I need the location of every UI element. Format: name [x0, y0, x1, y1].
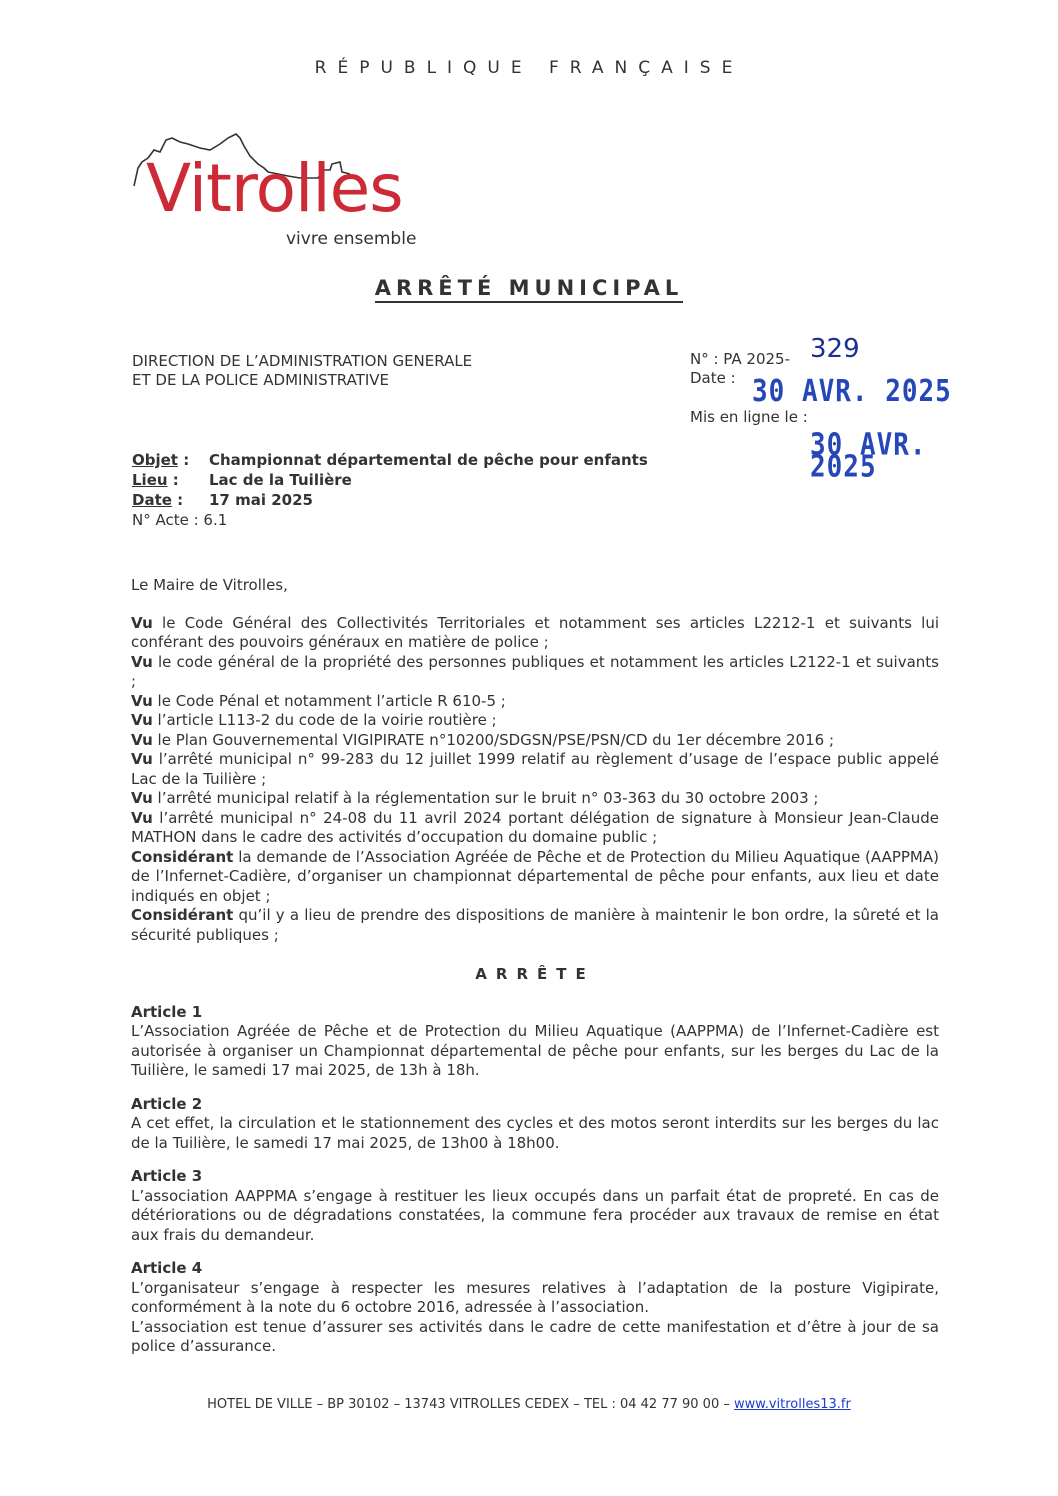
- consideration-item: [131, 653, 939, 692]
- article-paragraph: L’association AAPPMA s’engage à restituer les lieux occupés dans un parfait état de propreté. En cas de détériorations ou de dégradations constatées, la commune fera procéder aux travaux de remise en état aux frais du demandeur.: [131, 1186, 939, 1244]
- website-link[interactable]: www.vitrolles13.fr: [734, 1397, 851, 1412]
- consideration-item: [131, 789, 939, 809]
- acte-number: N° Acte : 6.1: [132, 511, 228, 529]
- consideration-lead: Vu: [131, 613, 153, 632]
- republique-francaise-heading: RÉPUBLIQUE FRANÇAISE: [314, 58, 744, 78]
- logo-tagline: vivre ensemble: [286, 229, 417, 249]
- objet-row: Objet : Championnat départemental de pêche pour enfants: [132, 451, 648, 469]
- arrete-heading: ARRÊTE: [475, 965, 595, 983]
- article-heading: Article 4: [131, 1259, 203, 1277]
- article-paragraph: L’Association Agréée de Pêche et de Protection du Milieu Aquatique (AAPPMA) de l’Infernet-Cadière est autorisée à organiser un Championnat départemental de pêche pour enfants, sur les berges du Lac de la Tuilière, le samedi 17 mai 2025, de 13h à 18h.: [131, 1022, 939, 1079]
- consideration-lead: Vu: [131, 691, 153, 710]
- consideration-text: l’article L113-2 du code de la voirie routière ;: [152, 711, 497, 729]
- consideration-text: le Code Pénal et notamment l’article R 610-5 ;: [152, 691, 506, 710]
- article-heading: Article 2: [131, 1094, 203, 1113]
- online-date-stamp: 30 AVR. 2025: [810, 428, 927, 485]
- issuing-direction: [132, 352, 472, 390]
- online-label: Mis en ligne le :: [690, 408, 808, 426]
- lieu-label: Lieu: [132, 471, 168, 489]
- consideration-lead: Considérant: [131, 847, 234, 866]
- document-body: [131, 576, 939, 1357]
- handwritten-number: 329: [810, 334, 860, 364]
- consideration-lead: Vu: [131, 808, 153, 827]
- articles-list: [131, 1003, 939, 1357]
- consideration-text: le code général de la propriété des personnes publiques et notamment les articles L2122-1 et suivants ;: [131, 652, 939, 690]
- footer-address: HOTEL DE VILLE – BP 30102 – 13743 VITROLLES CEDEX – TEL : 04 42 77 90 00 –: [207, 1397, 734, 1412]
- consideration-text: la demande de l’Association Agréée de Pêche et de Protection du Milieu Aquatique (AAPPMA) de l’Infernet-Cadière, d’organiser un championnat départemental de pêche pour enfants, aux lieu et date indiqués en objet ;: [131, 847, 939, 905]
- footer: [0, 1397, 1058, 1412]
- date-row-label: Date: [132, 491, 172, 509]
- consideration-text: l’arrêté municipal n° 99-283 du 12 juillet 1999 relatif au règlement d’usage de l’espace public appelé Lac de la Tuilière ;: [131, 750, 939, 788]
- logo-wordmark: Vitrolles: [146, 150, 403, 227]
- object-block: [132, 450, 648, 530]
- considerations-list: [131, 614, 939, 946]
- consideration-item: [131, 711, 939, 731]
- consideration-item: [131, 848, 939, 907]
- article-paragraph: L’association est tenue d’assurer ses activités dans le cadre de cette manifestation et d’être à jour de sa police d’assurance.: [131, 1317, 939, 1355]
- consideration-item: [131, 750, 939, 789]
- objet-value: Championnat départemental de pêche pour enfants: [209, 451, 648, 469]
- consideration-lead: Vu: [131, 730, 153, 749]
- direction-line-2: ET DE LA POLICE ADMINISTRATIVE: [132, 371, 390, 389]
- document-title: [0, 276, 1058, 300]
- reference-number: N° : PA 2025-: [690, 350, 791, 368]
- date-row: Date : 17 mai 2025: [132, 491, 313, 509]
- article-paragraph: L’organisateur s’engage à respecter les mesures relatives à l’adaptation de la posture Vigipirate, conformément à la note du 6 octobre 2016, adressée à l’association.: [131, 1278, 939, 1316]
- consideration-text: l’arrêté municipal relatif à la réglementation sur le bruit n° 03-363 du 30 octobre 2003 ;: [152, 789, 819, 807]
- consideration-text: le Code Général des Collectivités Territoriales et notamment ses articles L2212-1 et suivants lui conférant des pouvoirs généraux en matière de police ;: [131, 613, 939, 651]
- consideration-text: l’arrêté municipal n° 24-08 du 11 avril 2024 portant délégation de signature à Monsieur Jean-Claude MATHON dans le cadre des activités d’occupation du domaine public ;: [131, 808, 939, 846]
- article-heading: Article 3: [131, 1167, 203, 1185]
- lieu-value: Lac de la Tuilière: [209, 471, 352, 489]
- consideration-text: qu’il y a lieu de prendre des dispositions de manière à maintenir le bon ordre, la sûreté et la sécurité publiques ;: [131, 906, 939, 944]
- objet-label: Objet: [132, 451, 178, 469]
- date-label: Date :: [690, 369, 736, 387]
- consideration-lead: Vu: [131, 789, 153, 807]
- consideration-lead: Vu: [131, 711, 153, 729]
- article-paragraph: A cet effet, la circulation et le stationnement des cycles et des motos seront interdits sur les berges du lac de la Tuilière, le samedi 17 mai 2025, de 13h00 à 18h00.: [131, 1114, 939, 1152]
- consideration-lead: Considérant: [131, 906, 234, 924]
- greeting: Le Maire de Vitrolles,: [131, 576, 288, 594]
- consideration-lead: Vu: [131, 652, 153, 671]
- reference-block: [690, 334, 990, 485]
- vitrolles-logo: [128, 128, 458, 256]
- consideration-item: [131, 731, 939, 751]
- direction-line-1: DIRECTION DE L’ADMINISTRATION GENERALE: [132, 352, 473, 370]
- consideration-lead: Vu: [131, 750, 153, 768]
- lieu-row: Lieu : Lac de la Tuilière: [132, 471, 352, 489]
- date-value: 17 mai 2025: [209, 491, 313, 509]
- article-heading: Article 1: [131, 1002, 203, 1021]
- consideration-item: [131, 692, 939, 712]
- consideration-item: [131, 809, 939, 848]
- title-text: ARRÊTÉ MUNICIPAL: [375, 276, 684, 303]
- date-stamp: 30 AVR. 2025: [752, 374, 952, 410]
- consideration-text: le Plan Gouvernemental VIGIPIRATE n°10200/SDGSN/PSE/PSN/CD du 1er décembre 2016 ;: [152, 730, 834, 749]
- consideration-item: [131, 906, 939, 945]
- consideration-item: [131, 614, 939, 653]
